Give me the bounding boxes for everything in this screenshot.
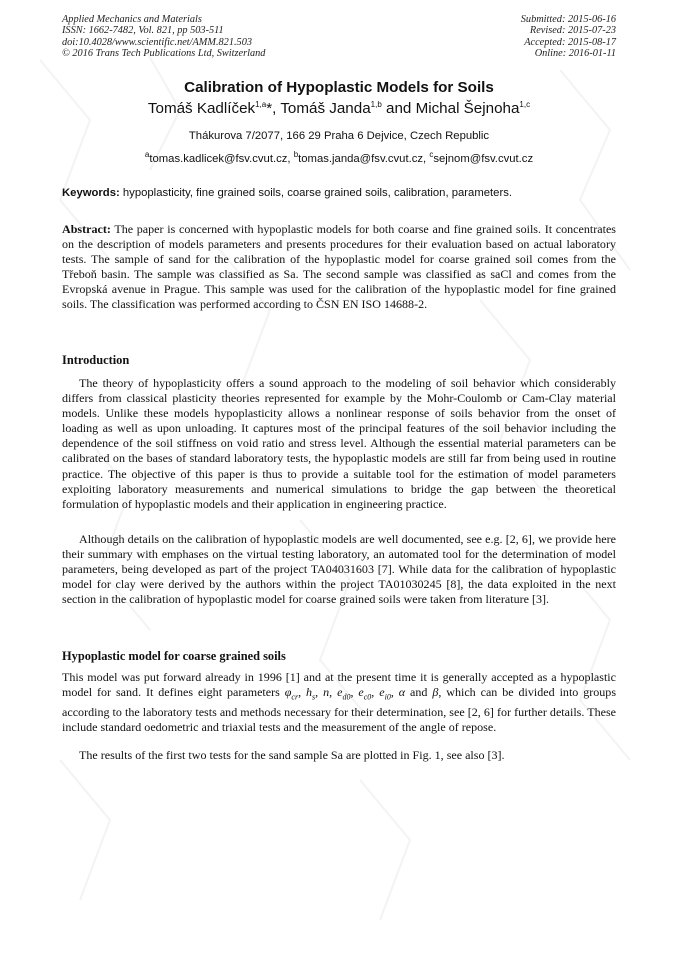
keywords-label: Keywords: (62, 187, 120, 199)
affiliation-address: Thákurova 7/2077, 166 29 Praha 6 Dejvice, Czech Republic (188, 130, 490, 142)
email-c: sejnom@fsv.cvut.cz (433, 152, 534, 165)
coarse-soils-paragraph-1: This model was put forward already in 1996 [1] and at the present time it is generally accepted as a hypoplastic model for sand. It defines eight parameters $\varphi_{cr}$, $h_s$, n, $e_{d0}$, $e_{c0}$, $e_{i0}$, α and β, which can be divided into groups according to the laboratory tests and methods necessary for their determination, see [2, 6] for further details. These include standard oedometric and triaxial tests and the measurement of the angle of repose. (62, 670, 617, 734)
author-1-affiliation: 1,a (255, 100, 267, 109)
publication-dates (521, 14, 616, 60)
abstract-label: Abstract: (62, 222, 111, 236)
copyright-line: © 2016 Trans Tech Publications Ltd, Switzerland (62, 48, 266, 60)
accepted-date: Accepted: 2015-08-17 (524, 36, 616, 48)
param-phi-cr: $\varphi_{cr}$ (284, 685, 299, 702)
introduction-paragraph-1: The theory of hypoplasticity offers a sound approach to the modeling of soil behavior which considerably differs from classical plasticity theories represented for example by the Mohr-Coulomb or Cam-Clay material models. Unlike these models hypoplasticity allows a nonlinear response of soils behavior from the onset of loading as well as upon unloading. It captures most of the principal features of the soil behavior including the dependence of the soil stiffness on void ratio and stress level. Although the essential material parameters can be calibrated on the bases of standard laboratory tests, the hypoplastic models are still far from being used in routine practice. The objective of this paper is thus to provide a suitable tool for the estimation of model parameters exploiting laboratory measurements and numerical simulations to bridge the gap between the theoretical formulation of hypoplastic models and their application in engineering practice. (62, 376, 616, 511)
introduction-paragraph-2: Although details on the calibration of hypoplastic models are well documented, see e.g. [2, 6], we provide here their summary with emphases on the virtual testing laboratory, an automated tool for the determination of model parameters, being developed as part of the project TA04031603 [7]. While data for the calibration of hypoplastic model for clay were derived by the authors within the project TA01030245 [8], the data exploited in the next section in the calibration of hypoplastic model for coarse grained soils were taken from literature [3]. (62, 532, 616, 607)
publication-info (62, 14, 265, 60)
param-hs: $h_s$ (306, 685, 316, 702)
journal-name: Applied Mechanics and Materials (62, 14, 202, 25)
doi-line: doi:10.4028/www.scientific.net/AMM.821.503 (62, 36, 252, 48)
param-ei0: $e_{i0}$ (379, 685, 391, 702)
param-beta: β (432, 685, 439, 700)
coarse-soils-heading: Hypoplastic model for coarse grained soils (62, 649, 286, 663)
author-2: Tomáš Janda (280, 100, 371, 118)
email-a-mark: a (144, 150, 150, 159)
email-b-mark: b (293, 150, 299, 159)
keywords (62, 187, 618, 199)
introduction-heading: Introduction (62, 353, 130, 367)
param-alpha: α (398, 685, 406, 700)
coarse-text-end: , which can be divided into groups according to the laboratory tests and methods necessary for their determination, see [2, 6] for further details. These include standard oedometric and triaxial tests and the measurement of the angle of repose. (62, 685, 617, 734)
email-b: tomas.janda@fsv.cvut.cz, (298, 152, 430, 165)
abstract-text: The paper is concerned with hypoplastic models for both coarse and fine grained soils. It concentrates on the description of models parameters and presents procedures for their evaluation based on actual laboratory tests. The sample of sand for the calibration of the hypoplastic model for coarse grained soil comes from the Třeboň basin. The sample was classified as Sa. The second sample was classified as saCl and comes from the Evropská avenue in Prague. This sample was used for the calibration of the hypoplastic model for fine grained soils. The classification was performed according to ČSN EN ISO 14688-2. (62, 222, 616, 312)
paper-title: Calibration of Hypoplastic Models for Soils (184, 79, 494, 96)
revised-date: Revised: 2015-07-23 (529, 25, 616, 37)
issn-line: ISSN: 1662-7482, Vol. 821, pp 503-511 (62, 25, 224, 37)
author-1: Tomáš Kadlíček (147, 100, 256, 118)
online-date: Online: 2016-01-11 (534, 48, 616, 60)
author-3: Michal Šejnoha (415, 100, 520, 118)
param-ec0: $e_{c0}$ (358, 685, 372, 702)
author-conjunction: and (381, 100, 416, 118)
email-list (0, 150, 678, 165)
author-2-affiliation: 1,b (370, 100, 382, 109)
keywords-text: hypoplasticity, fine grained soils, coarse grained soils, calibration, parameters. (119, 187, 513, 199)
author-list (0, 100, 678, 117)
abstract (62, 222, 616, 313)
email-a: tomas.kadlicek@fsv.cvut.cz, (149, 152, 294, 165)
param-n: n (323, 685, 330, 700)
param-ed0: $e_{d0}$ (337, 685, 351, 702)
email-c-mark: c (429, 150, 434, 159)
submitted-date: Submitted: 2015-06-16 (520, 14, 616, 25)
coarse-text-start: This model was put forward already in 1996 [1] and at the present time it is generally accepted as a hypoplastic model for sand. It defines eight parameters (62, 670, 616, 700)
coarse-soils-paragraph-2: The results of the first two tests for the sand sample Sa are plotted in Fig. 1, see also [3]. (79, 748, 505, 762)
corresponding-mark: *, (266, 100, 281, 118)
author-3-affiliation: 1,c (519, 100, 531, 109)
